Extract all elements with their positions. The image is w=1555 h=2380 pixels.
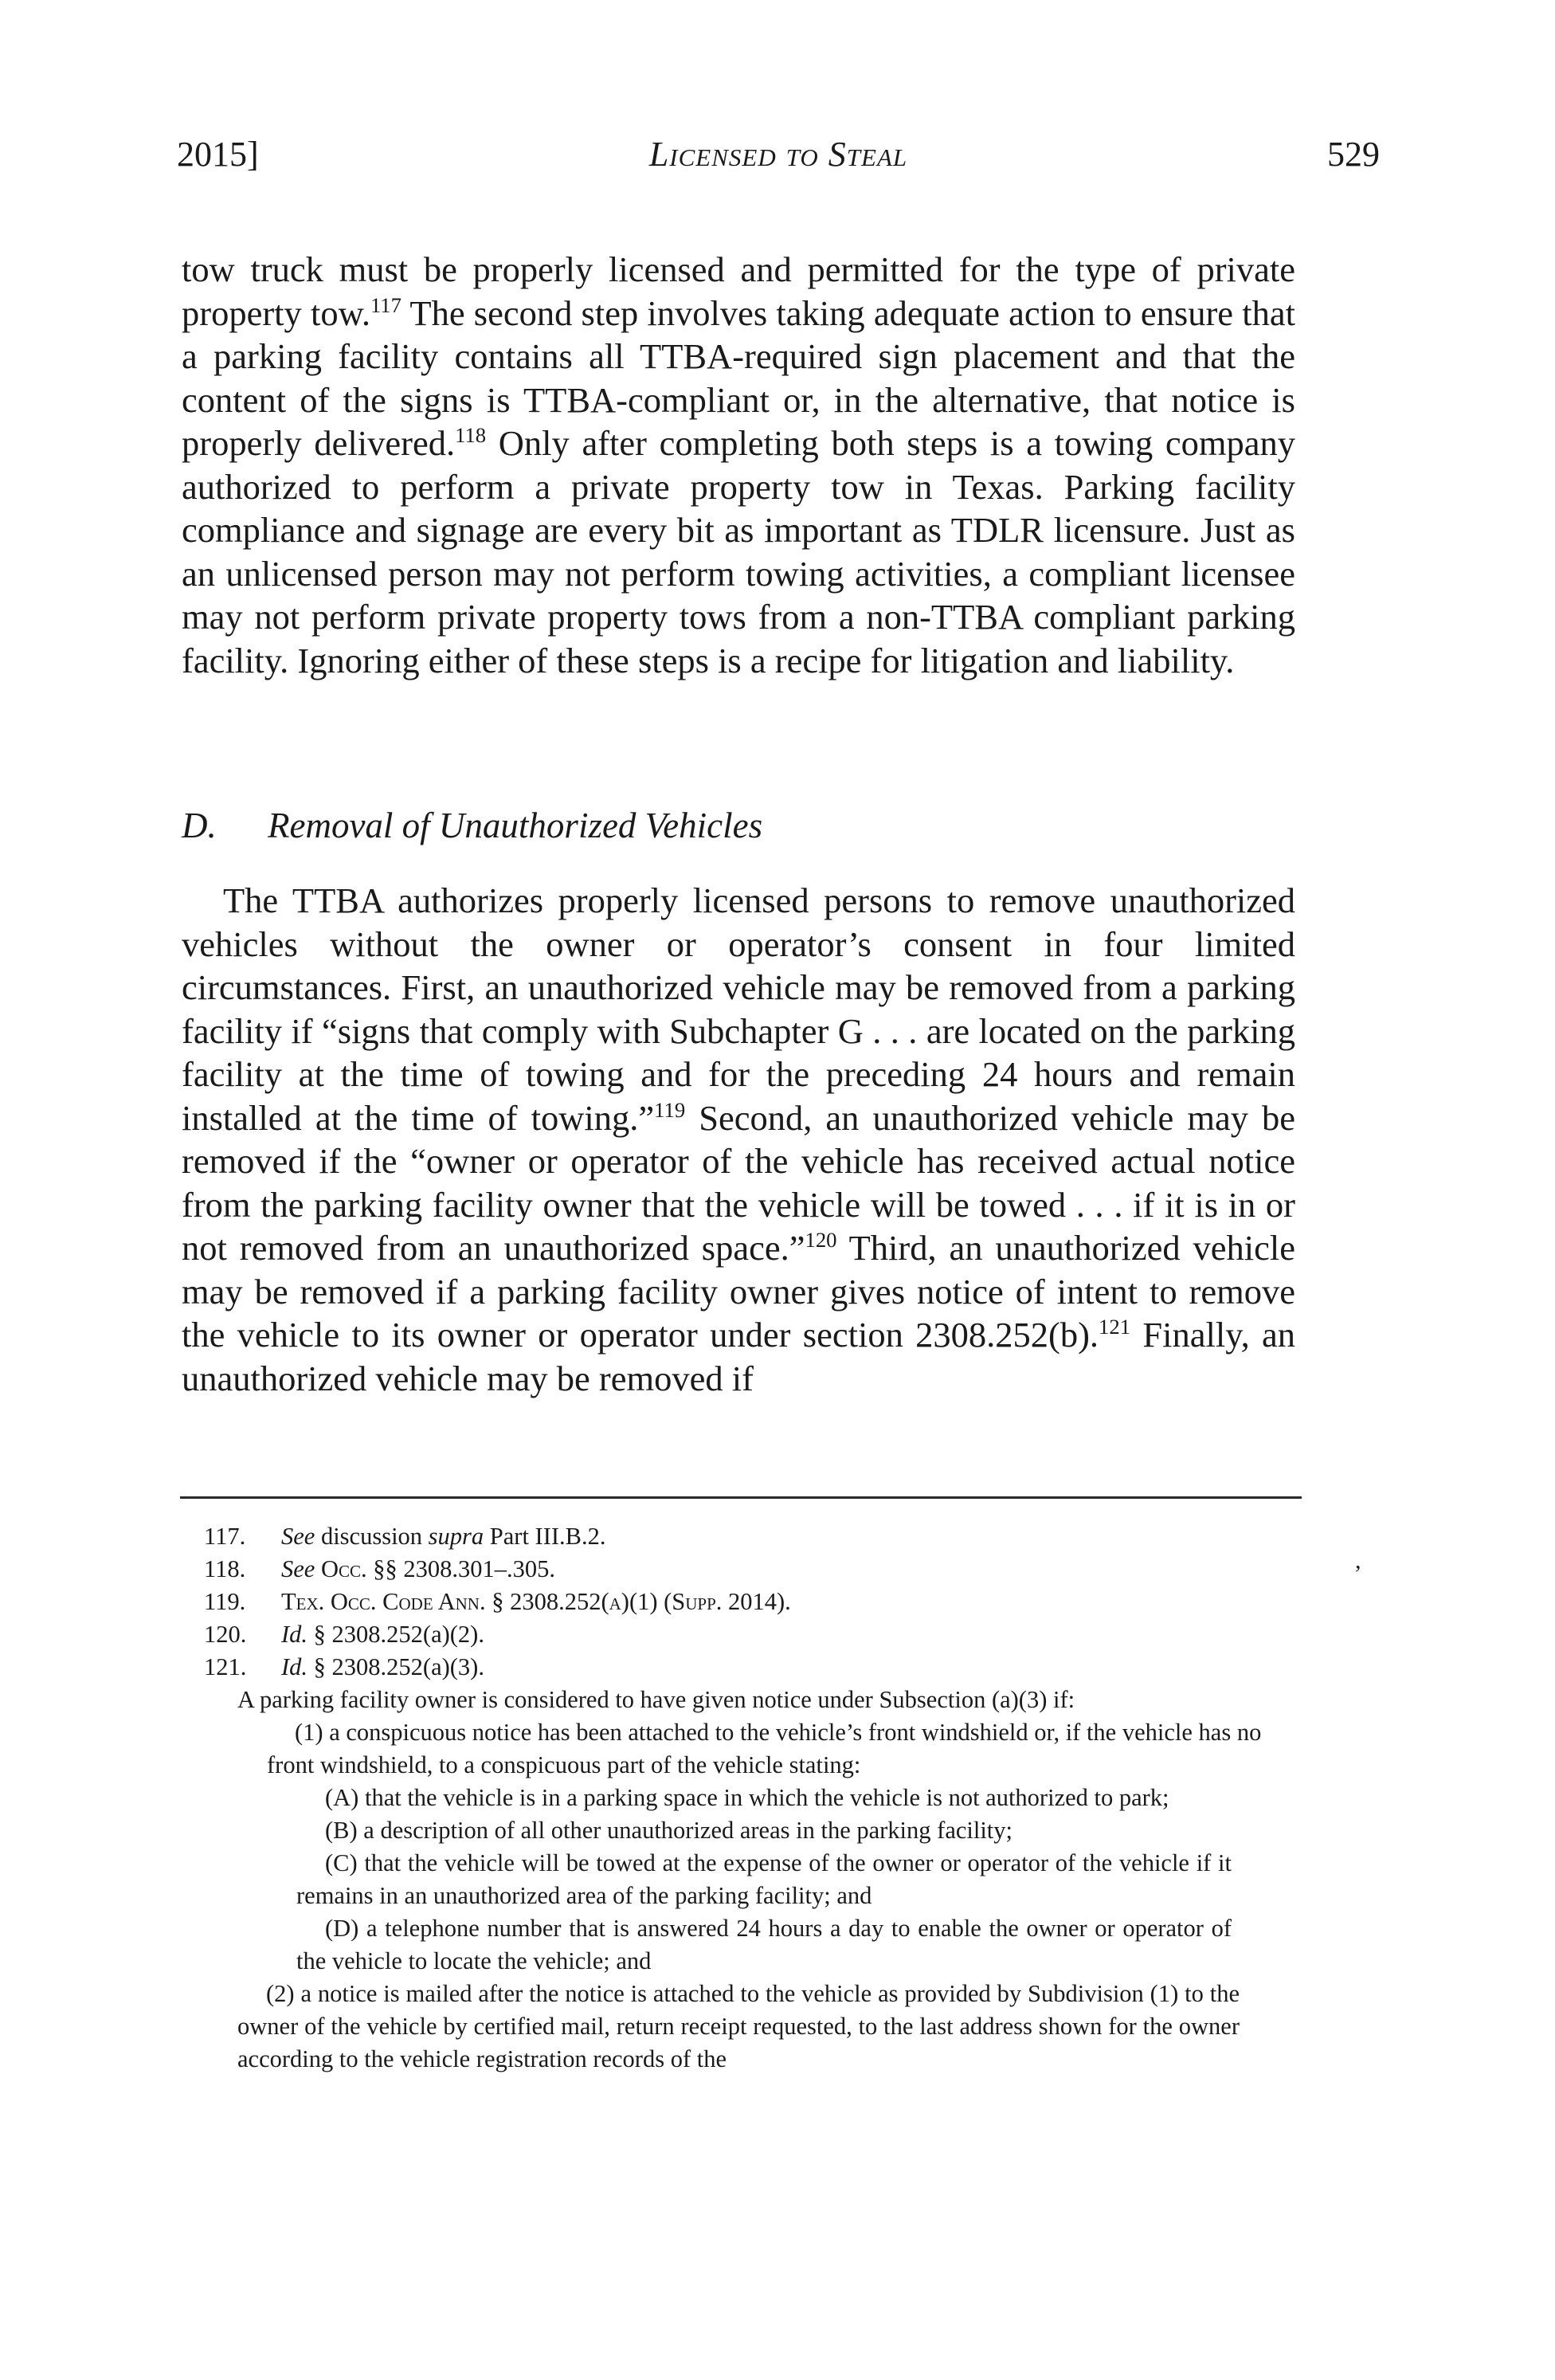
body-paragraph-1 — [182, 248, 1295, 682]
footnote-number: 117. — [204, 1523, 246, 1550]
para1-text-2: The second step involves taking adequate action to ensure that a parking facility contains all TTBA-required sign placement and that the content of the signs is TTBA-compliant or, in the alternative, that notice is properly delivered. — [182, 292, 1295, 463]
footnote-divider — [180, 1496, 1302, 1499]
footnote-text — [281, 1586, 1311, 1618]
footnote-number: 118. — [204, 1555, 246, 1582]
footnote-ref-118[interactable]: 118 — [455, 423, 487, 448]
running-head — [177, 134, 1380, 182]
section-label: D. — [182, 806, 217, 845]
para2-text-1: The TTBA authorizes properly licensed persons to remove unauthorized vehicles without the owner or operator’s consent in four limited circumstances. First, an unauthorized vehicle may be removed from a parking facility if “signs that comply with Subchapter G . . . are located on the parking facility at the time of towing and for the preceding 24 hours and remain installed at the time of towing.” — [182, 880, 1295, 1138]
footnote-number: 121. — [204, 1653, 247, 1680]
page-number: 529 — [1327, 135, 1380, 174]
section-heading — [182, 805, 762, 846]
quote-item-b: (B) a description of all other unauthorized areas in the parking facility; — [325, 1817, 1013, 1844]
footnote-text — [281, 1618, 1311, 1651]
section-title: Removal of Unauthorized Vehicles — [268, 806, 763, 845]
quote-item-d: (D) a telephone number that is answered 24 hours a day to enable the owner or operator of the vehicle to locate the vehicle; and — [296, 1915, 1232, 1974]
footnote-body: § 2308.252(a)(2). — [307, 1621, 484, 1648]
footnote-body-2: Part III.B.2. — [484, 1523, 606, 1550]
footnote-ref-120[interactable]: 120 — [805, 1228, 837, 1253]
footnote-text — [281, 1651, 1311, 1684]
footnote-119 — [204, 1586, 1311, 1618]
para2-text-4: Finally, an unauthorized vehicle may be removed if — [182, 1315, 1295, 1398]
quote-item-c: (C) that the vehicle will be towed at the expense of the owner or operator of the vehicle if it remains in an unauthorized area of the parking facility; and — [296, 1849, 1232, 1909]
signal: Id. — [281, 1653, 308, 1680]
footnote-ref-119[interactable]: 119 — [654, 1097, 686, 1122]
footnote-ref-121[interactable]: 121 — [1099, 1315, 1131, 1339]
footnote-text — [281, 1553, 1311, 1586]
para2-text-2: Second, an unauthorized vehicle may be removed if the “owner or operator of the vehicle has received actual notice from the parking facility owner that the vehicle will be towed . . . if it is in or not removed from an unauthorized space.” — [182, 1097, 1295, 1268]
footnote-ref-117[interactable]: 117 — [370, 292, 401, 317]
footnote-120 — [204, 1618, 1311, 1651]
signal-supra: supra — [428, 1523, 484, 1550]
body-paragraph-2 — [182, 879, 1295, 1400]
para1-text-3: Only after completing both steps is a towing company authorized to perform a private property tow in Texas. Parking facility compliance and signage are every bit as important as TDLR licensure. Just as an unlicensed person may not perform towing activities, a compliant licensee may not perform private property tows from a non-TTBA compliant parking facility. Ignoring either of these steps is a recipe for litigation and liability. — [182, 423, 1295, 680]
volume-year: 2015] — [177, 135, 259, 174]
quote-item-a: (A) that the vehicle is in a parking space in which the vehicle is not authorized to park; — [325, 1784, 1169, 1811]
footnote-body: § 2308.252(a)(3). — [307, 1653, 484, 1680]
footnote-number: 119. — [204, 1588, 246, 1615]
signal: Id. — [281, 1621, 308, 1648]
signal: See — [281, 1523, 315, 1550]
footnote-118 — [204, 1553, 1311, 1586]
footnote-text — [281, 1520, 1311, 1553]
stray-mark: , — [1355, 1547, 1361, 1574]
footnote-body: Tex. Occ. Code Ann. § 2308.252(a)(1) (Supp. 2014). — [281, 1588, 791, 1615]
footnote-117 — [204, 1520, 1311, 1553]
quote-item-2: (2) a notice is mailed after the notice is attached to the vehicle as provided by Subdivision (1) to the owner of the vehicle by certified mail, return receipt requested, to the last address shown for the owner according to the vehicle registration records of the — [237, 1980, 1240, 2072]
footnote-body: Occ. §§ 2308.301–.305. — [315, 1555, 555, 1582]
quote-intro: A parking facility owner is considered to have given notice under Subsection (a)(3) if: — [237, 1686, 1075, 1713]
signal: See — [281, 1555, 315, 1582]
quote-item-1: (1) a conspicuous notice has been attached to the vehicle’s front windshield or, if the vehicle has no front windshield, to a conspicuous part of the vehicle stating: — [267, 1719, 1262, 1778]
footnotes — [204, 1520, 1311, 2076]
footnote-number: 120. — [204, 1621, 247, 1648]
para1-text-1: tow truck must be properly licensed and permitted for the type of private property tow. — [182, 249, 1295, 333]
footnote-121 — [204, 1651, 1311, 1684]
running-title: Licensed to Steal — [648, 135, 908, 174]
footnote-body: discussion — [315, 1523, 429, 1550]
para2-text-3: Third, an unauthorized vehicle may be removed if a parking facility owner gives notice of intent to remove the vehicle to its owner or operator under section 2308.252(b). — [182, 1228, 1295, 1355]
